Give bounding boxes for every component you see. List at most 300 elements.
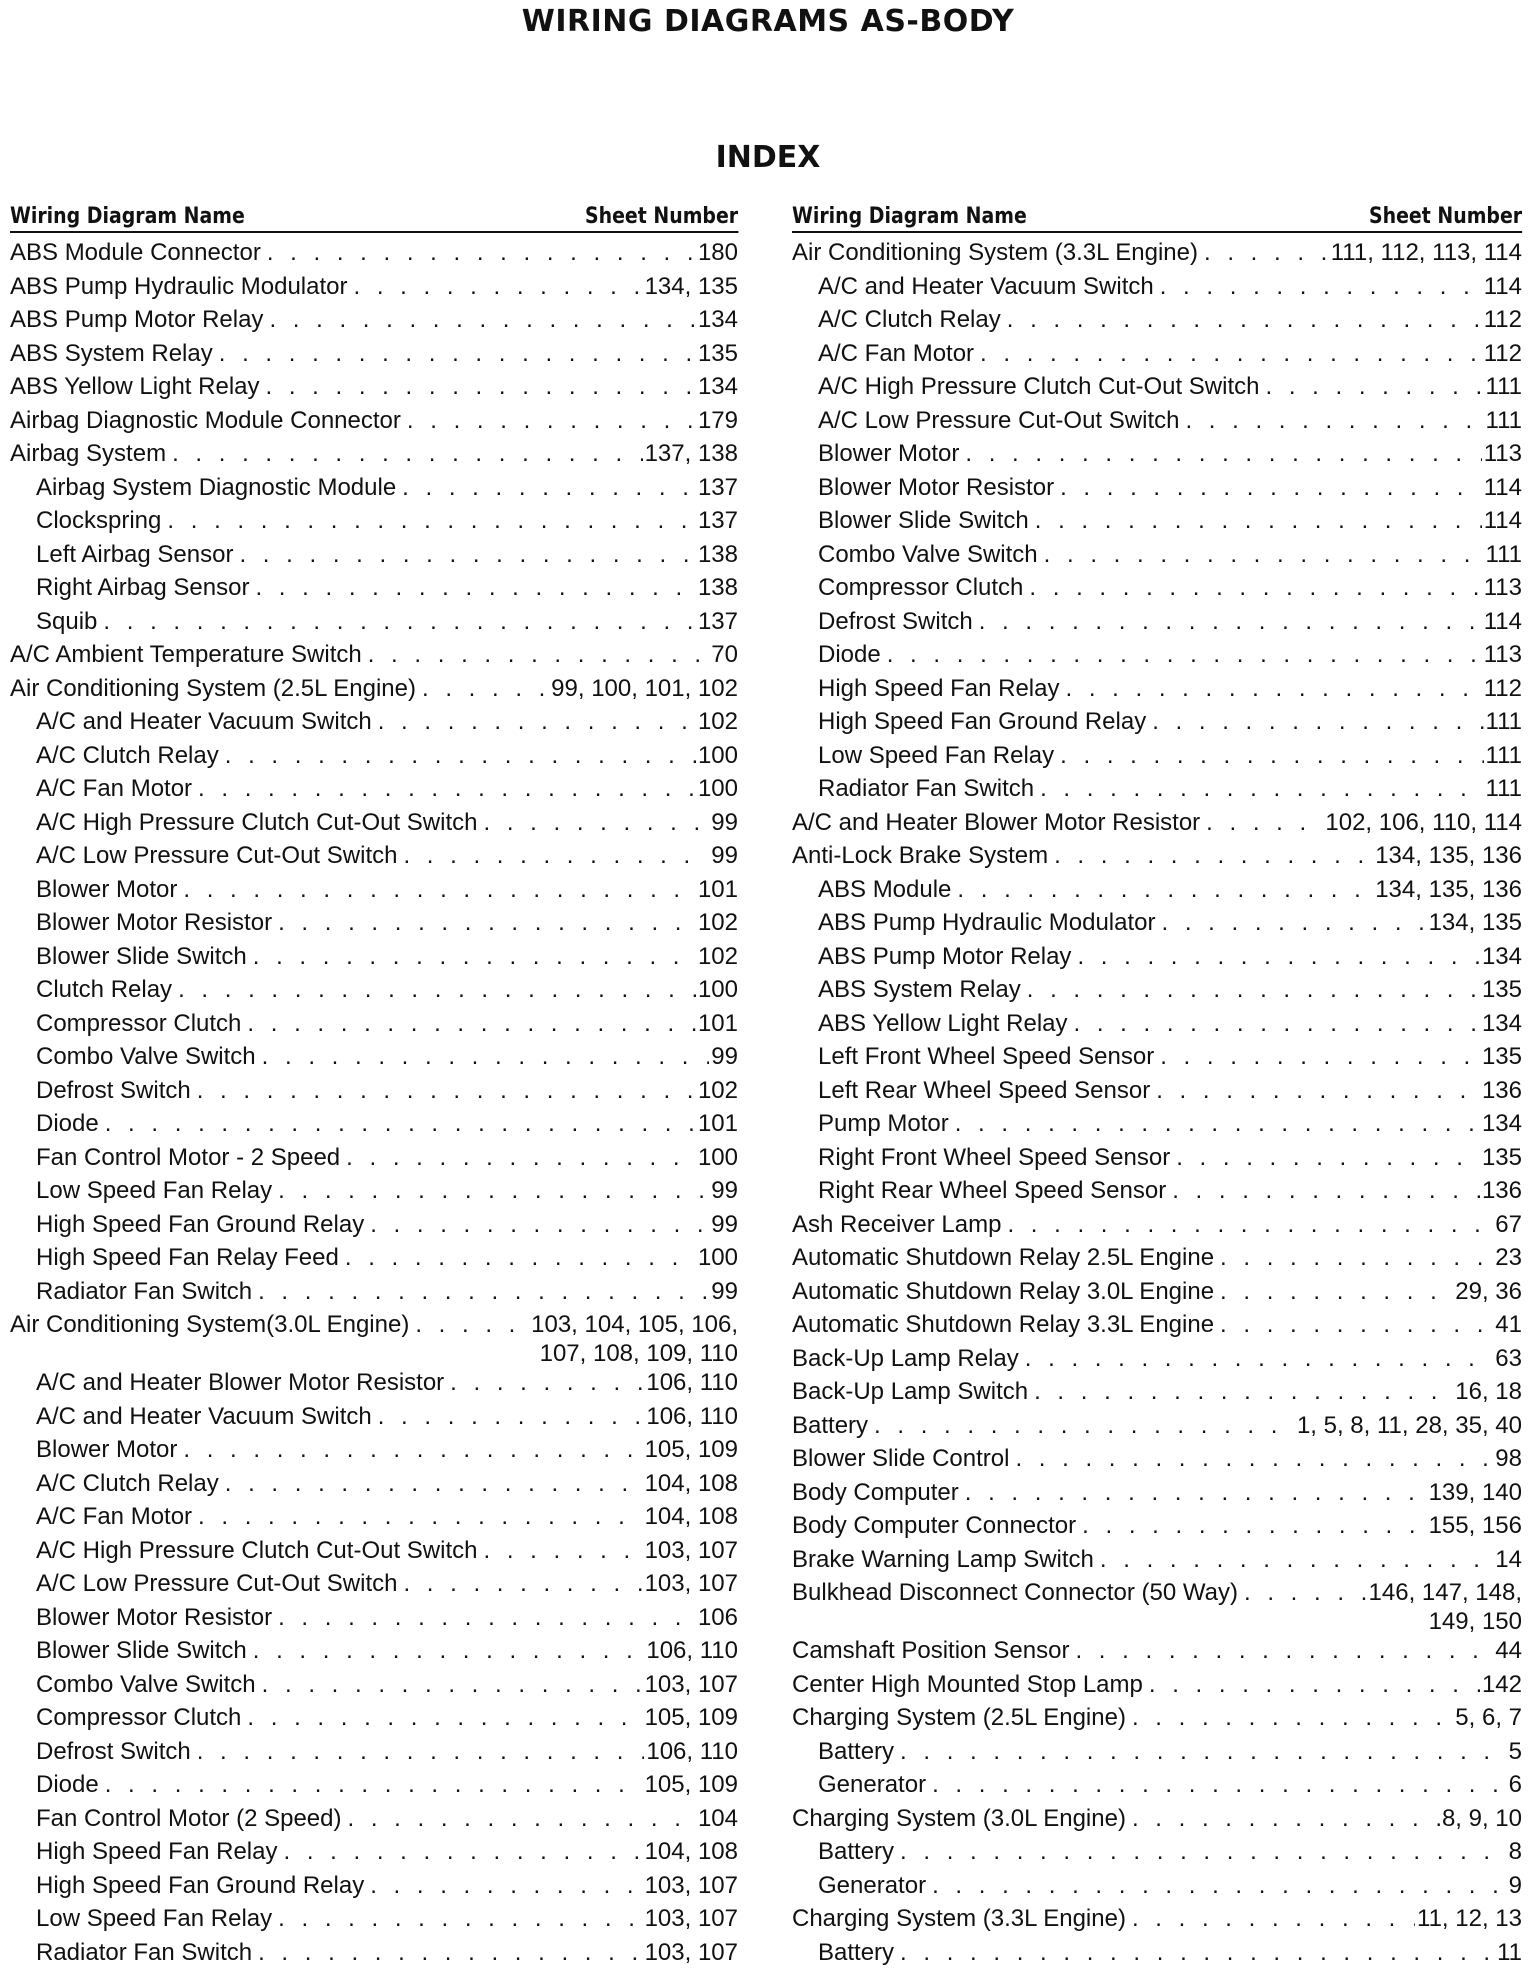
entry-sheet-number: 134 [1481,942,1522,970]
entry-name: Left Front Wheel Speed Sensor [818,1043,1155,1070]
entry-sheet-number: 103, 107 [644,1536,738,1564]
entry-sheet-number: 100 [697,976,738,1003]
entry-sheet-number: 101 [697,1009,738,1037]
entry-name: Ash Receiver Lamp [792,1210,1002,1238]
entry-name: Fan Control Motor - 2 Speed [36,1143,341,1171]
index-entry [792,672,1522,706]
dot-leader [1244,1576,1367,1610]
column-header [10,203,738,233]
dot-leader [278,1601,696,1635]
index-entry [10,1601,738,1635]
column-header [792,203,1522,233]
dot-leader [197,1074,696,1108]
entry-name: Combo Valve Switch [36,1043,256,1070]
entry-sheet-number: 9 [1508,1871,1522,1899]
index-entry [10,973,738,1007]
entry-name: Battery [818,1737,895,1765]
dot-leader [255,571,695,605]
dot-leader [219,337,696,371]
index-entry [792,270,1522,304]
entry-name: Radiator Fan Switch [36,1277,253,1305]
entry-sheet-number: 136 [1481,1177,1522,1204]
entry-name: A/C Fan Motor [818,339,975,367]
dot-leader [172,437,643,471]
entry-sheet-number: 100 [697,1244,738,1271]
column-header-name: Wiring Diagram Name [10,204,245,229]
index-entry [792,973,1522,1007]
entry-sheet-number: 8, 9, 10 [1441,1804,1522,1832]
entry-sheet-number: 101 [697,875,738,903]
index-entry [10,370,738,404]
entry-name: Diode [36,1771,99,1798]
index-entry [792,471,1522,505]
entry-sheet-number: 134, 135 [1428,909,1522,936]
index-entry [10,1500,738,1534]
entry-name: Blower Slide Switch [36,1637,247,1664]
dot-leader [247,1701,642,1735]
dot-leader [1029,571,1481,605]
entry-sheet-number: 100 [697,741,738,769]
dot-leader [403,1567,642,1601]
dot-leader [1132,1802,1440,1836]
entry-name: Compressor Clutch [36,1009,242,1037]
entry-sheet-number: 102 [697,708,738,735]
entry-sheet-number: 134 [1481,1009,1522,1037]
entry-sheet-number: 103, 107 [644,1938,738,1966]
entry-sheet-number: 105, 109 [644,1771,738,1798]
entry-sheet-number: 134, 135, 136 [1375,875,1522,903]
dot-leader [1156,1074,1480,1108]
index-entry [10,337,738,371]
dot-leader [450,1366,644,1400]
dot-leader [900,1835,1507,1869]
index-column-left [10,203,738,1969]
entry-sheet-number: 104, 108 [644,1838,738,1865]
entry-name: Right Airbag Sensor [36,574,250,601]
index-entry [792,1308,1522,1342]
entry-name: Defrost Switch [36,1076,191,1104]
dot-leader [422,672,549,706]
entry-name: Blower Slide Switch [818,507,1029,534]
entry-name: ABS Module Connector [10,239,261,266]
index-entry [792,1476,1522,1510]
index-entry [792,638,1522,672]
dot-leader [932,1869,1507,1903]
entry-sheet-number: 106, 110 [646,1369,738,1396]
index-entry [10,1208,738,1242]
entry-sheet-number: 112 [1483,339,1522,367]
dot-leader [253,940,696,974]
entry-name: ABS Yellow Light Relay [818,1009,1068,1037]
entry-sheet-number: 180 [697,239,738,266]
entry-name: Generator [818,1871,927,1899]
entry-name: Battery [818,1938,895,1966]
entry-sheet-number: 137, 138 [644,440,738,467]
index-entry [792,1509,1522,1543]
index-entry [10,1567,738,1601]
entry-sheet-number: 138 [697,574,738,601]
index-entry [792,1543,1522,1577]
index-entry [792,1668,1522,1702]
dot-leader [1025,1342,1494,1376]
dot-leader [957,873,1373,907]
entry-sheet-number: 137 [697,473,738,501]
entry-sheet-number: 99 [711,1210,738,1238]
entry-name: High Speed Fan Relay [818,674,1060,702]
entry-name: Clutch Relay [36,976,173,1003]
index-entry [10,906,738,940]
dot-leader [378,1400,645,1434]
index-entry [792,337,1522,371]
dot-leader [225,739,696,773]
dot-leader [1060,739,1483,773]
entry-sheet-number: 136 [1481,1076,1522,1104]
dot-leader [239,538,695,572]
entry-sheet-number: 111 [1485,373,1522,400]
index-entry [792,806,1522,840]
dot-leader [1161,906,1426,940]
entry-sheet-number: 138 [697,540,738,568]
entry-sheet-number: 134, 135, 136 [1375,842,1522,869]
dot-leader [247,1007,696,1041]
index-entry [10,806,738,840]
entry-name: Anti-Lock Brake System [792,842,1049,869]
entry-name: A/C and Heater Blower Motor Resistor [36,1369,445,1396]
index-entry [10,1141,738,1175]
index-entry [10,1534,738,1568]
entry-name: Fan Control Motor (2 Speed) [36,1804,342,1832]
dot-leader [407,404,696,438]
entry-name: Automatic Shutdown Relay 3.0L Engine [792,1277,1215,1305]
dot-leader [1204,236,1329,270]
index-entry [792,1869,1522,1903]
dot-leader [370,1869,642,1903]
entry-name: Left Airbag Sensor [36,540,234,568]
entry-name: Camshaft Position Sensor [792,1637,1070,1664]
entry-name: Body Computer [792,1478,959,1506]
index-entry [10,1174,738,1208]
entry-name: Radiator Fan Switch [36,1938,253,1966]
entry-sheet-number: 5, 6, 7 [1455,1704,1522,1731]
entry-name: A/C Low Pressure Cut-Out Switch [36,1570,398,1597]
dot-leader [258,1275,709,1309]
entry-name: Blower Motor Resistor [818,473,1055,501]
entry-sheet-number: 134, 135 [644,272,738,300]
dot-leader [347,1802,695,1836]
dot-leader [980,337,1482,371]
dot-leader [1007,1208,1493,1242]
page-title: WIRING DIAGRAMS AS-BODY [521,4,1015,39]
entry-sheet-number: 111 [1485,540,1522,568]
dot-leader [258,1936,642,1970]
entry-sheet-number: 104 [697,1804,738,1832]
index-entry [10,1366,738,1400]
index-entry [10,1936,738,1970]
entry-sheet-number: 104, 108 [644,1503,738,1530]
index-entry [792,1442,1522,1476]
dot-leader [103,605,696,639]
index-entry [10,605,738,639]
entry-list [792,236,1522,1969]
entry-sheet-number: 139, 140 [1428,1478,1522,1506]
entry-name: A/C Low Pressure Cut-Out Switch [36,842,398,869]
index-entry [792,1174,1522,1208]
dot-leader [1152,705,1483,739]
entry-name: Airbag Diagnostic Module Connector [10,406,401,434]
index-entry [10,1802,738,1836]
index-entry [10,1735,738,1769]
entry-sheet-number: 1, 5, 8, 11, 28, 35, 40 [1296,1411,1522,1439]
entry-name: Low Speed Fan Relay [36,1177,273,1204]
index-entry [10,638,738,672]
entry-sheet-number: 106, 110 [646,1402,738,1430]
dot-leader [345,1241,696,1275]
entry-sheet-number: 103, 104, 105, 106, 107, 108, 109, 110 [531,1311,738,1366]
index-entry [792,1208,1522,1242]
index-entry [792,1576,1522,1634]
entry-name: A/C High Pressure Clutch Cut-Out Switch [36,808,478,836]
dot-leader [378,705,696,739]
index-entry [792,1375,1522,1409]
entry-name: High Speed Fan Ground Relay [36,1871,365,1899]
dot-leader [368,638,710,672]
entry-sheet-number: 111 [1485,741,1522,769]
entry-name: Right Front Wheel Speed Sensor [818,1143,1171,1171]
dot-leader [1034,1375,1453,1409]
dot-leader [483,1534,642,1568]
index-entry [10,940,738,974]
entry-sheet-number: 44 [1495,1637,1522,1664]
index-entry [792,1107,1522,1141]
index-entry [792,437,1522,471]
dot-leader [1035,504,1482,538]
column-header-sheet: Sheet Number [585,204,739,229]
entry-name: Bulkhead Disconnect Connector (50 Way) [792,1579,1238,1606]
entry-name: A/C High Pressure Clutch Cut-Out Switch [818,373,1260,400]
entry-name: Diode [36,1110,99,1137]
entry-name: A/C Ambient Temperature Switch [10,641,362,668]
entry-name: Center High Mounted Stop Lamp [792,1670,1143,1698]
dot-leader [979,605,1482,639]
dot-leader [262,1040,710,1074]
entry-name: A/C High Pressure Clutch Cut-Out Switch [36,1536,478,1564]
dot-leader [278,1174,709,1208]
entry-name: Blower Slide Switch [36,942,247,970]
index-entry [792,1701,1522,1735]
entry-list [10,236,738,1969]
dot-leader [1265,370,1483,404]
entry-sheet-number: 100 [697,775,738,802]
entry-sheet-number: 103, 107 [644,1905,738,1932]
dot-leader [1220,1275,1453,1309]
dot-leader [1074,1007,1480,1041]
dot-leader [278,1902,642,1936]
index-entry [10,1902,738,1936]
dot-leader [346,1141,696,1175]
dot-leader [900,1735,1507,1769]
entry-sheet-number: 135 [1481,1143,1522,1171]
index-column-right [792,203,1522,1969]
entry-sheet-number: 135 [1481,976,1522,1003]
entry-sheet-number: 103, 107 [644,1570,738,1597]
entry-name: Blower Motor Resistor [36,1603,273,1631]
dot-leader [1060,471,1482,505]
dot-leader [1044,538,1484,572]
entry-sheet-number: 135 [697,339,738,367]
dot-leader [1082,1509,1426,1543]
entry-sheet-number: 99, 100, 101, 102 [551,674,738,702]
entry-name: A/C and Heater Vacuum Switch [36,708,372,735]
entry-name: Generator [818,1771,927,1798]
entry-name: Battery [818,1838,895,1865]
entry-name: Low Speed Fan Relay [36,1905,273,1932]
index-entry [792,1902,1522,1936]
dot-leader [353,270,642,304]
entry-name: Clockspring [36,507,162,534]
index-entry [792,1802,1522,1836]
index-entry [792,1275,1522,1309]
entry-name: Airbag System [10,440,167,467]
entry-name: A/C Clutch Relay [36,741,219,769]
entry-sheet-number: 102 [697,909,738,936]
index-entry [792,1735,1522,1769]
dot-leader [183,1433,642,1467]
dot-leader [197,1735,645,1769]
entry-sheet-number: 155, 156 [1428,1512,1522,1539]
index-entry [792,1342,1522,1376]
entry-sheet-number: 70 [711,641,738,668]
dot-leader [874,1409,1295,1443]
dot-leader [253,1634,645,1668]
entry-name: Back-Up Lamp Switch [792,1378,1029,1405]
column-header-sheet: Sheet Number [1369,204,1523,229]
entry-sheet-number: 106 [697,1603,738,1631]
index-entry [10,1308,738,1366]
dot-leader [1220,1241,1493,1275]
index-entry [10,672,738,706]
entry-name: Left Rear Wheel Speed Sensor [818,1076,1151,1104]
index-title: INDEX [715,140,821,175]
dot-leader [1149,1668,1480,1702]
dot-leader [225,1467,643,1501]
dot-leader [167,504,696,538]
dot-leader [1132,1902,1415,1936]
dot-leader [283,1835,642,1869]
index-entry [10,404,738,438]
index-entry [10,873,738,907]
dot-leader [105,1768,643,1802]
dot-leader [932,1768,1507,1802]
entry-name: Blower Motor [818,440,960,467]
dot-leader [262,1668,643,1702]
dot-leader [183,873,696,907]
entry-name: Blower Motor [36,1436,178,1463]
entry-sheet-number: 134 [1481,1110,1522,1137]
entry-name: A/C and Heater Blower Motor Resistor [792,808,1201,836]
dot-leader [266,370,696,404]
index-entry [792,1040,1522,1074]
entry-name: Air Conditioning System(3.0L Engine) [10,1311,410,1338]
entry-name: Blower Motor Resistor [36,909,273,936]
index-entry [10,1634,738,1668]
entry-name: ABS System Relay [10,339,213,367]
dot-leader [370,1208,709,1242]
index-entry [792,1074,1522,1108]
dot-leader [1015,1442,1493,1476]
index-entry [792,236,1522,270]
entry-sheet-number: 98 [1495,1445,1522,1472]
dot-leader [198,1500,643,1534]
entry-sheet-number: 67 [1495,1210,1522,1238]
entry-sheet-number: 105, 109 [644,1704,738,1731]
entry-name: ABS Pump Motor Relay [10,306,264,333]
entry-sheet-number: 99 [711,1177,738,1204]
index-entry [10,1074,738,1108]
entry-sheet-number: 63 [1495,1344,1522,1372]
index-entry [10,1668,738,1702]
entry-name: A/C Clutch Relay [36,1469,219,1497]
index-entry [792,538,1522,572]
index-entry [792,839,1522,873]
entry-sheet-number: 102 [697,1076,738,1104]
dot-leader [1077,940,1480,974]
entry-sheet-number: 106, 110 [646,1737,738,1765]
dot-leader [269,303,696,337]
entry-sheet-number: 14 [1495,1545,1522,1573]
entry-sheet-number: 114 [1483,507,1522,534]
entry-name: Radiator Fan Switch [818,775,1035,802]
dot-leader [267,236,696,270]
entry-name: A/C Fan Motor [36,1503,193,1530]
entry-name: Blower Slide Control [792,1445,1010,1472]
dot-leader [965,437,1481,471]
index-entry [792,940,1522,974]
index-entry [10,504,738,538]
dot-leader [900,1936,1495,1970]
index-entry [10,1701,738,1735]
entry-sheet-number: 134 [697,373,738,400]
entry-name: Combo Valve Switch [36,1670,256,1698]
dot-leader [1220,1308,1493,1342]
entry-name: High Speed Fan Relay [36,1838,278,1865]
entry-sheet-number: 111 [1485,406,1522,434]
dot-leader [198,772,696,806]
entry-name: Battery [792,1411,869,1439]
index-entry [10,705,738,739]
entry-sheet-number: 11, 12, 13 [1417,1905,1522,1932]
entry-name: Charging System (3.0L Engine) [792,1804,1126,1832]
entry-sheet-number: 113 [1483,641,1522,668]
entry-sheet-number: 6 [1508,1771,1522,1798]
index-entry [792,1141,1522,1175]
entry-name: Air Conditioning System (3.3L Engine) [792,239,1198,266]
entry-name: Body Computer Connector [792,1512,1077,1539]
entry-name: A/C Fan Motor [36,775,193,802]
index-entry [792,1007,1522,1041]
dot-leader [1100,1543,1493,1577]
entry-name: A/C and Heater Vacuum Switch [36,1402,372,1430]
entry-sheet-number: 114 [1483,607,1522,635]
entry-name: Right Rear Wheel Speed Sensor [818,1177,1167,1204]
entry-name: Defrost Switch [36,1737,191,1765]
dot-leader [887,638,1482,672]
index-entry [10,1400,738,1434]
entry-name: Compressor Clutch [818,574,1024,601]
entry-name: Defrost Switch [818,607,973,635]
entry-name: Squib [36,607,98,635]
entry-name: ABS Pump Hydraulic Modulator [10,272,348,300]
index-entry [10,772,738,806]
